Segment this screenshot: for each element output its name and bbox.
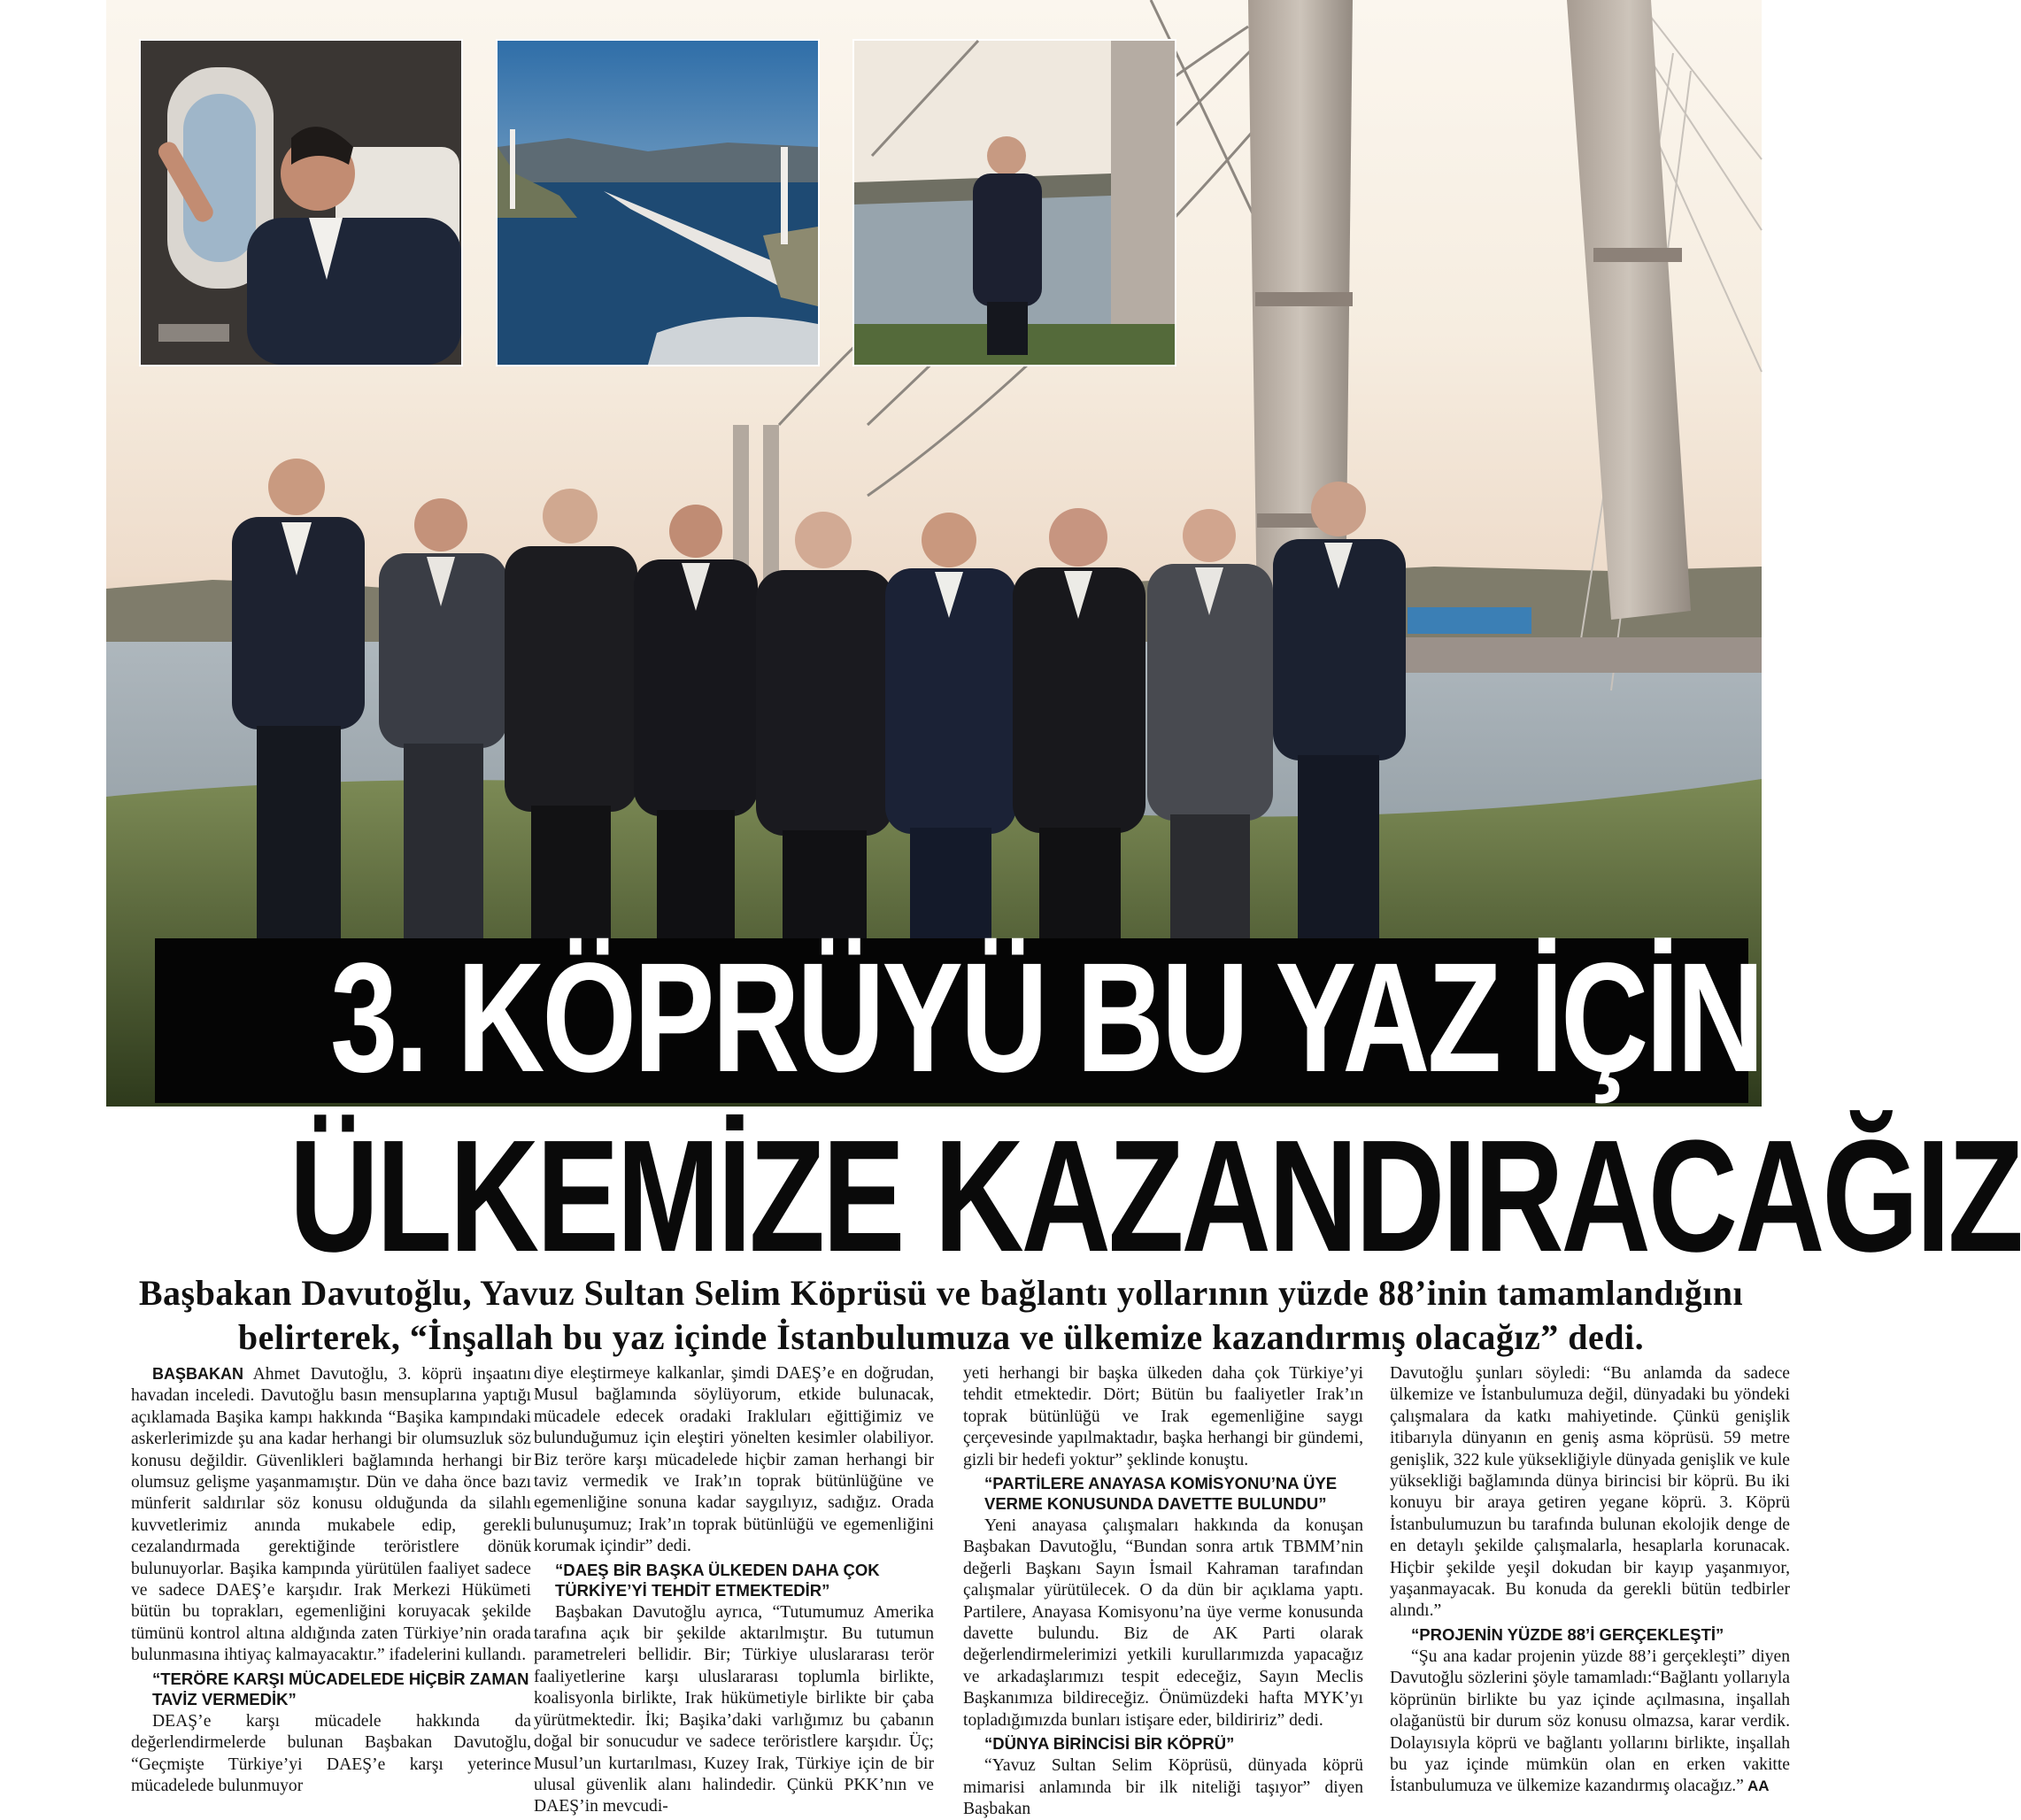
article-paragraph xyxy=(963,1755,1363,1820)
headline-line-1: 3. KÖPRÜYÜ BU YAZ İÇİNDE xyxy=(330,931,1925,1105)
subheading: “PROJENİN YÜZDE 88’İ GERÇEKLEŞTİ” xyxy=(1411,1624,1724,1644)
article-paragraph xyxy=(1390,1363,1790,1623)
article-column-3 xyxy=(963,1363,1363,1818)
article-column-2 xyxy=(534,1363,934,1816)
paragraph-text: “Şu ana kadar projenin yüzde 88’i gerçekleşti” diyen Davutoğlu sözlerini şöyle tamamladı:“Bağlantı yollarıyla köprünün birlikte bu yaz içinde açılmasına, inşallah olağanüstü bir durum söz konusu olmazsa, karar verdik. Dolayısıyla köprü ve bağlantı yollarını birlikte, inşallah bu yaz içinde mümkün olan en erken vakitte İstanbulumuza ve ülkemize kazandırmış olacağız.” xyxy=(1390,1646,1790,1796)
paragraph-text: Başbakan Davutoğlu ayrıca, “Tutumumuz Amerika tarafına açık bir şekilde aktarılmıştır. Bu tutumun parametreleri bellidir. Bir; Türkiye uluslararası terör faaliyetlerine karşı uluslararası toplumla birlikte, koalisyonla birlikte, Irak hükümetiyle birlikte bir çaba yürütmektedir. İki; Başika’daki varlığımız bu çabanın doğal bir sonucudur ve sadece teröristlere karşıdır. Üç; Musul’un kurtarılması, Kuzey Irak, Türkiye için de bir ulusal güvenlik alanı halindedir. Çünkü PKK’nın ve DAEŞ’in mevcudi- xyxy=(534,1602,934,1816)
paragraph-text: yeti herhangi bir başka ülkeden daha çok Türkiye’yi tehdit etmektedir. Dört; Bütün bu faaliyetler Irak’ın toprak bütünlüğü ve Irak egemenliğine saygı çerçevesinde yapılmaktadır, başka herhangi bir gündemi, gizli bir hedefi yoktur” şeklinde konuştu. xyxy=(963,1364,1363,1469)
paragraph-text: “Yavuz Sultan Selim Köprüsü, dünyada köprü mimarisi anlamında bir ilk niteliği taşıyor” diyen Başbakan xyxy=(963,1756,1363,1818)
article-paragraph xyxy=(131,1711,531,1798)
article-column-1 xyxy=(131,1363,531,1806)
article-paragraph xyxy=(1390,1646,1790,1798)
agency-signature: AA xyxy=(1743,1778,1770,1795)
subheading: “TERÖRE KARŞI MÜCADELEDE HİÇBİR ZAMAN TAVİZ VERMEDİK” xyxy=(152,1669,529,1708)
people-group xyxy=(232,459,1406,952)
inset-photo-airplane xyxy=(139,39,463,366)
article-paragraph xyxy=(131,1363,531,1667)
subheading: “DAEŞ BİR BAŞKA ÜLKEDEN DAHA ÇOK TÜRKİYE’Yİ TEHDİT ETMEKTEDİR” xyxy=(555,1560,880,1600)
paragraph-text: Davutoğlu şunları söyledi: “Bu anlamda da sadece ülkemize ve İstanbulumuza değil, dünyadaki bu yöndeki çalışmalara da katkı mahiyetinde. Çünkü genişlik itibarıyla dünyanın en geniş asma köprüsü. 59 metre genişlik, 322 kule yüksekliğiyle dünyada genişlik ve kule yüksekliği bağlamında dünya birincisi bir köprü. Bu iki konuyu bir araya getiren yegane köprü. 3. Köprü İstanbulumuzun bu tarafında bulunan ekolojik denge de en detaylı şekilde çalışmalarla, hesaplarla korunacak. Hiçbir şekilde yeşil dokudan bir kayıp yaşanmıyor, yaşanmayacak. Bu konuda da gerekli bütün tedbirler alındı.” xyxy=(1390,1364,1790,1621)
article-paragraph xyxy=(534,1363,934,1558)
subheading: “PARTİLERE ANAYASA KOMİSYONU’NA ÜYE VERME KONUSUNDA DAVETTE BULUNDU” xyxy=(984,1474,1338,1514)
paragraph-text: DEAŞ’e karşı mücadele hakkında da değerlendirmelerde bulunan Başbakan Davutoğlu, “Geçmişte Türkiye’yi DAEŞ’e karşı yeterince mücadelede bulunmuyor xyxy=(131,1711,531,1795)
article-column-4 xyxy=(1390,1363,1790,1806)
article-paragraph xyxy=(963,1363,1363,1471)
paragraph-text: Yeni anayasa çalışmaları hakkında da konuşan Başbakan Davutoğlu, “Bundan sonra artık TBMM’nin değerli Başkanı Sayın İsmail Kahraman tarafından çalışmalar yürütülecek. O da dün bir açıklama yaptı. Partilere, Anayasa Komisyonu’na üye verme konusunda davette bulundu. Biz de AK Parti olarak değerlendirmelerimizi yetkili kurullarımızda yapacağız ve arkadaşlarımızı tespit edeceğiz, Sayın Meclis Başkanımıza bildireceğiz. Önümüzdeki hafta MYK’yı topladığımızda bunları istişare eder, bildiririz” dedi. xyxy=(963,1516,1363,1730)
article-kicker: BAŞBAKAN xyxy=(152,1365,243,1383)
inset-photo-bridge-tower xyxy=(852,39,1176,366)
article-paragraph xyxy=(963,1515,1363,1731)
paragraph-text: Ahmet Davutoğlu, 3. köprü inşaatını havadan inceledi. Davutoğlu basın mensuplarına yaptığı açıklamada Başika kampı hakkında “Başika kampındaki askerlerimizde şu ana kadar herhangi bir olumsuzluk söz konusu değildir. Güvenlikleri bağlamında herhangi bir olumsuz gelişme yaşanmamıştır. Dün ve daha önce bazı münferit saldırılar söz konusu olduğunda da silahlı kuvvetlerimiz anında mukabele edip, gerekli cezalandırmada gerektiğinde teröristlere dönük bulunuyorlar. Başika kampında yürütülen faaliyet sadece ve sadece DAEŞ’e karşıdır. Irak Merkezi Hükümeti bütün bu toprakları, egemenliğini koruyacak şekilde tümünü kontrol altına aldığında zaten Türkiye’nin orada bulunmasına ihtiyaç kalmayacaktır.” ifadelerini kullandı. xyxy=(131,1365,531,1665)
inset-photo-aerial-view xyxy=(496,39,820,366)
lead-paragraph: Başbakan Davutoğlu, Yavuz Sultan Selim Köprüsü ve bağlantı yollarının yüzde 88’inin tamamlandığını belirterek, “İnşallah bu yaz içinde İstanbulumuza ve ülkemize kazandırmış olacağız” dedi. xyxy=(138,1273,1744,1357)
headline-line-2: ÜLKEMİZE KAZANDIRACAĞIZ xyxy=(289,1107,2021,1285)
subheading: “DÜNYA BİRİNCİSİ BİR KÖPRÜ” xyxy=(984,1734,1235,1754)
article-paragraph xyxy=(534,1602,934,1818)
paragraph-text: diye eleştirmeye kalkanlar, şimdi DAEŞ’e en doğrudan, Musul bağlamında söylüyorum, etkide bulunacak, mücadele edecek oradaki Irakluları eğittiğimiz ve bulunduğumuz için eleştiri yönelten kesimler olabiliyor. Biz teröre karşı mücadelede hiçbir zaman herhangi bir taviz vermedik ve Irak’ın toprak bütünlüğüne ve egemenliğine sonuna kadar saygılıyız, sadığız. Orada bulunuşumuz; Irak’ın toprak bütünlüğü ve egemenliğini korumak içindir” dedi. xyxy=(534,1364,934,1556)
